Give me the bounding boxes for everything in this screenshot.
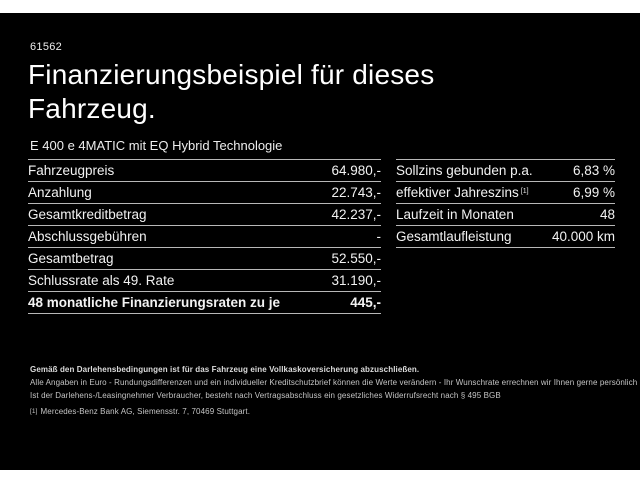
table-row — [28, 203, 381, 225]
legal-footer — [30, 365, 638, 422]
table-row — [396, 159, 615, 181]
row-value: 40.000 km — [551, 229, 615, 244]
disclaimer-line: Ist der Darlehens-/Leasingnehmer Verbraucher, besteht nach Vertragsabschluss ein gesetzliches Widerrufsrecht nach § 495 BGB — [30, 391, 501, 400]
table-row — [396, 225, 615, 247]
disclaimer-line: Alle Angaben in Euro - Rundungsdifferenzen und ein individueller Kreditschutzbrief können die Werte verändern - Ihr Wunschrate errechnen wir Ihnen gerne persönlich — [30, 378, 638, 387]
footnote-marker: [1] — [30, 407, 38, 415]
document-number: 61562 — [30, 41, 63, 53]
page-title: Finanzierungsbeispiel für dieses Fahrzeug. — [28, 59, 435, 124]
table-row — [28, 181, 381, 203]
row-label: 48 monatliche Finanzierungsraten zu je — [28, 295, 281, 310]
table-row — [396, 203, 615, 225]
footnote-text: Mercedes-Benz Bank AG, Siemensstr. 7, 70469 Stuttgart. — [40, 406, 251, 416]
row-value: 22.743,- — [331, 185, 381, 200]
row-value: 445,- — [350, 295, 381, 310]
insurance-note: Gemäß den Darlehensbedingungen ist für das Fahrzeug eine Vollkaskoversicherung abzuschließen. — [30, 365, 420, 374]
row-label: Fahrzeugpreis — [28, 163, 115, 178]
footnote-reference: [1] — [520, 188, 529, 195]
row-label: Gesamtlaufleistung — [396, 229, 512, 244]
row-label: effektiver Jahreszins [1] — [396, 185, 529, 200]
row-value: 48 — [599, 207, 615, 222]
table-row — [396, 181, 615, 203]
row-value: 52.550,- — [331, 251, 381, 266]
row-value: 31.190,- — [331, 273, 381, 288]
finance-table — [28, 159, 381, 314]
row-label: Gesamtbetrag — [28, 251, 114, 266]
table-row — [28, 247, 381, 269]
top-letterbox-bar — [0, 0, 640, 13]
row-label: Laufzeit in Monaten — [396, 207, 514, 222]
table-row — [28, 159, 381, 181]
row-value: 64.980,- — [331, 163, 381, 178]
row-label: Abschlussgebühren — [28, 229, 147, 244]
bottom-letterbox-bar — [0, 470, 640, 480]
table-row-monthly-rate — [28, 291, 381, 313]
row-label: Schlussrate als 49. Rate — [28, 273, 175, 288]
row-label: Anzahlung — [28, 185, 92, 200]
conditions-table — [396, 159, 615, 248]
row-label: Sollzins gebunden p.a. — [396, 163, 533, 178]
row-value: - — [376, 229, 381, 244]
row-value: 6,83 % — [572, 163, 615, 178]
vehicle-model-label: E 400 e 4MATIC mit EQ Hybrid Technologie — [30, 138, 283, 153]
row-value: 6,99 % — [572, 185, 615, 200]
table-row — [28, 225, 381, 247]
row-value: 42.237,- — [331, 207, 381, 222]
table-row — [28, 269, 381, 291]
bank-footnote — [30, 408, 632, 418]
row-label: Gesamtkreditbetrag — [28, 207, 147, 222]
